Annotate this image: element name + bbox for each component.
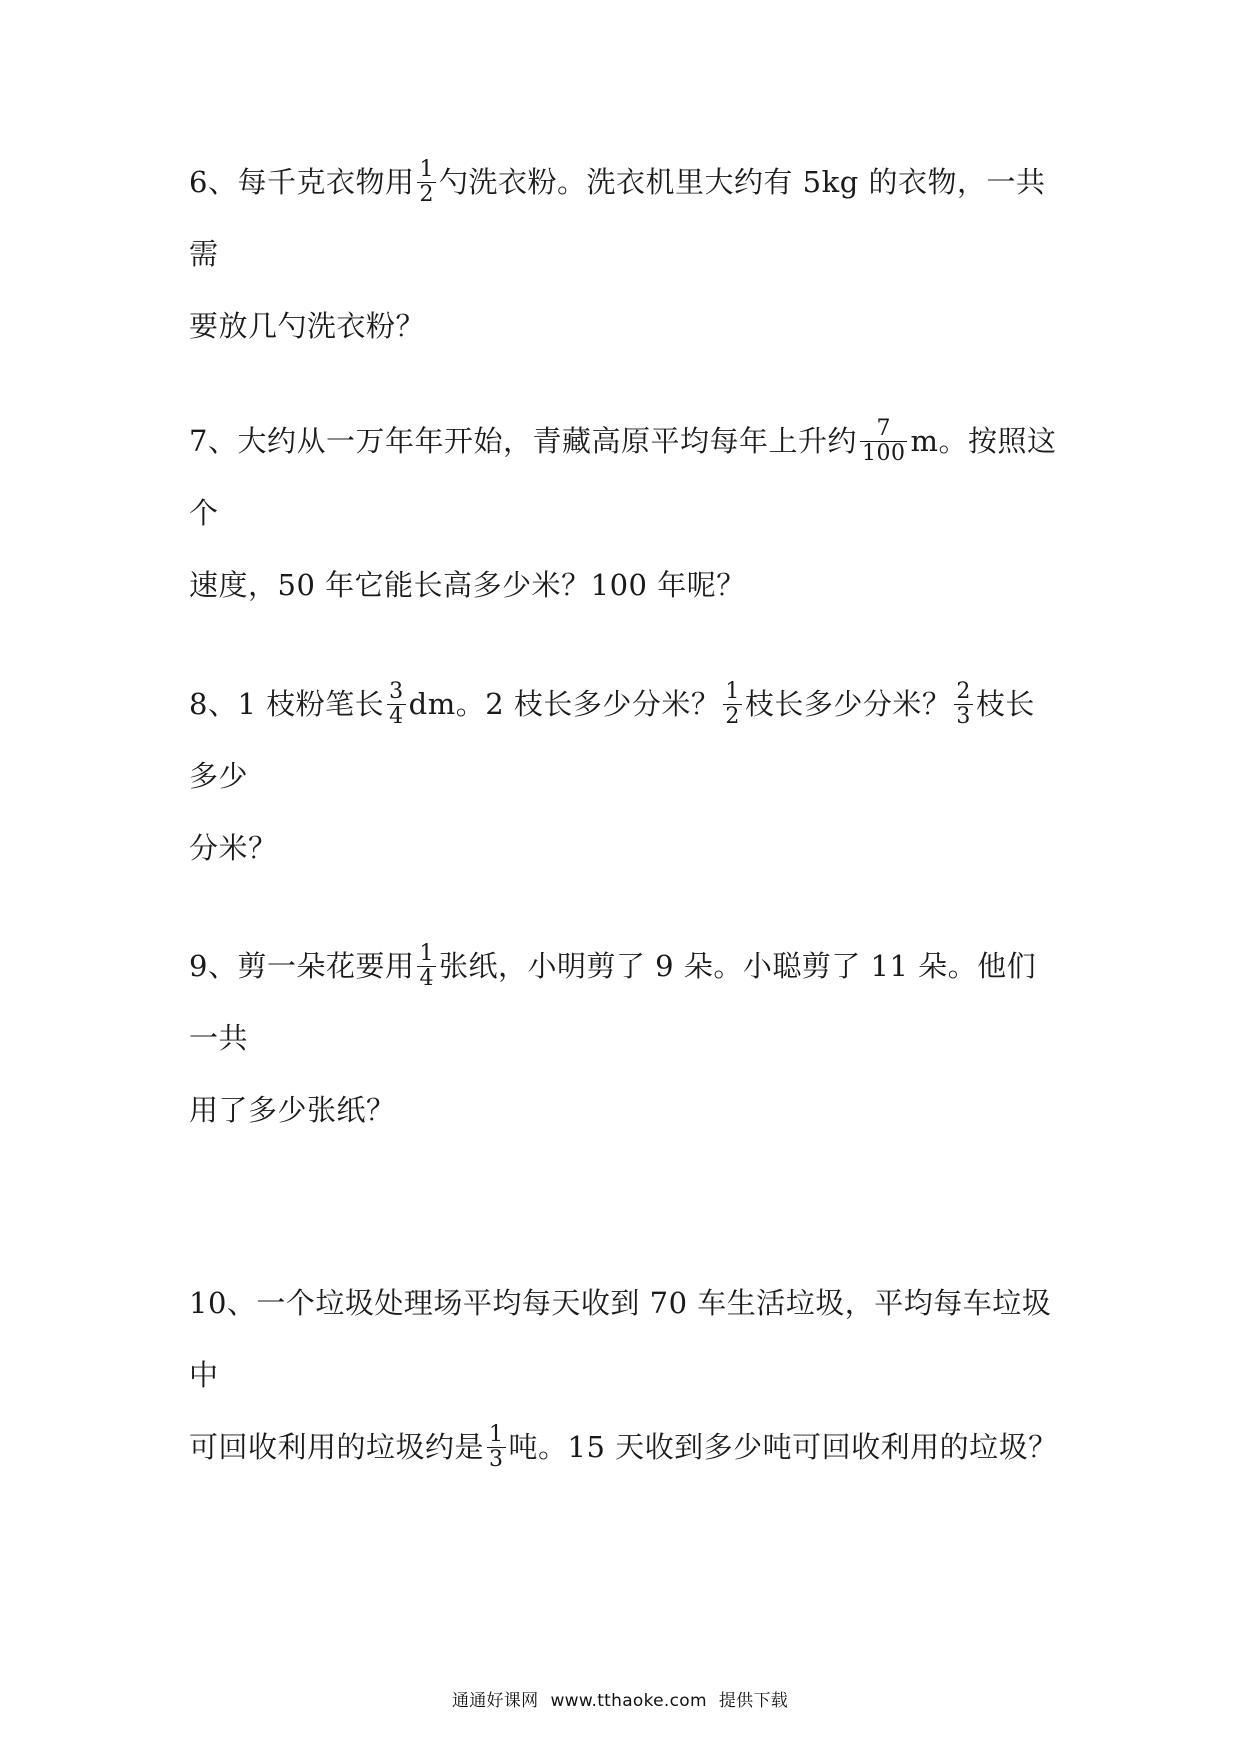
fraction-one-quarter xyxy=(417,942,436,991)
problem-10 xyxy=(189,1267,1059,1483)
footer-suffix: 提供下载 xyxy=(718,1691,789,1711)
problem-6-line-2: 要放几勺洗衣粉？ xyxy=(189,309,426,343)
problem-10-line-2 xyxy=(189,1411,1059,1483)
problem-7-line-1 xyxy=(189,405,1059,549)
problem-7-text-a: 7、大约从一万年年开始，青藏高原平均每年上升约 xyxy=(189,424,857,458)
problem-7 xyxy=(189,405,1059,621)
fraction-numerator: 3 xyxy=(389,678,404,704)
problem-10-text-c: 吨。15 天收到多少吨可回收利用的垃圾？ xyxy=(508,1430,1058,1464)
problem-6 xyxy=(189,146,1059,362)
fraction-numerator: 1 xyxy=(419,940,434,966)
fraction-seven-hundredths xyxy=(860,417,908,466)
fraction-numerator: 1 xyxy=(419,156,434,182)
problem-9-text-b: 张纸，小明剪了 9 朵。小聪剪了 11 朵。他们一共 xyxy=(189,949,1037,1055)
fraction-numerator: 1 xyxy=(489,1421,504,1447)
fraction-two-thirds xyxy=(954,680,973,729)
problem-6-text-a: 6、每千克衣物用 xyxy=(189,165,415,199)
footer-url[interactable]: www.tthaoke.com xyxy=(550,1691,707,1711)
problem-8 xyxy=(189,668,1059,884)
fraction-numerator: 1 xyxy=(725,678,740,704)
problem-9 xyxy=(189,930,1059,1146)
fraction-one-half xyxy=(417,158,436,207)
problem-7-text-b: m。按照这个 xyxy=(189,424,1057,530)
problem-6-text-b: 勺洗衣粉。洗衣机里大约有 5kg 的衣物，一共需 xyxy=(189,165,1046,271)
problem-8-line-1 xyxy=(189,668,1059,812)
fraction-denominator: 2 xyxy=(725,703,740,729)
fraction-numerator: 2 xyxy=(956,678,971,704)
fraction-three-quarters xyxy=(387,680,406,729)
fraction-denominator: 4 xyxy=(389,703,404,729)
fraction-denominator: 3 xyxy=(489,1446,504,1472)
fraction-denominator: 100 xyxy=(861,440,906,466)
problem-8-text-b: dm。2 枝长多少分米？ xyxy=(408,687,721,721)
problem-10-text-b: 可回收利用的垃圾约是 xyxy=(189,1430,485,1464)
problem-8-text-c: 枝长多少分米？ xyxy=(744,687,952,721)
problem-9-line-1 xyxy=(189,930,1059,1074)
fraction-one-third xyxy=(487,1423,506,1472)
fraction-denominator: 2 xyxy=(419,181,434,207)
problem-9-line-2: 用了多少张纸？ xyxy=(189,1093,396,1127)
problem-10-line-1: 10、一个垃圾处理场平均每天收到 70 车生活垃圾，平均每车垃圾中 xyxy=(189,1286,1052,1392)
footer-site-name: 通通好课网 xyxy=(451,1691,539,1711)
problem-9-text-a: 9、剪一朵花要用 xyxy=(189,949,415,983)
fraction-numerator: 7 xyxy=(876,415,891,441)
page-footer xyxy=(0,1686,1240,1711)
problem-8-text-a: 8、1 枝粉笔长 xyxy=(189,687,385,721)
problem-8-line-2: 分米？ xyxy=(189,831,278,865)
problem-6-line-1 xyxy=(189,146,1059,290)
fraction-denominator: 4 xyxy=(419,965,434,991)
fraction-denominator: 3 xyxy=(956,703,971,729)
fraction-one-half xyxy=(723,680,742,729)
problem-7-line-2: 速度，50 年它能长高多少米？100 年呢？ xyxy=(189,568,746,602)
problem-8-text-d: 枝长多少 xyxy=(189,687,1035,793)
